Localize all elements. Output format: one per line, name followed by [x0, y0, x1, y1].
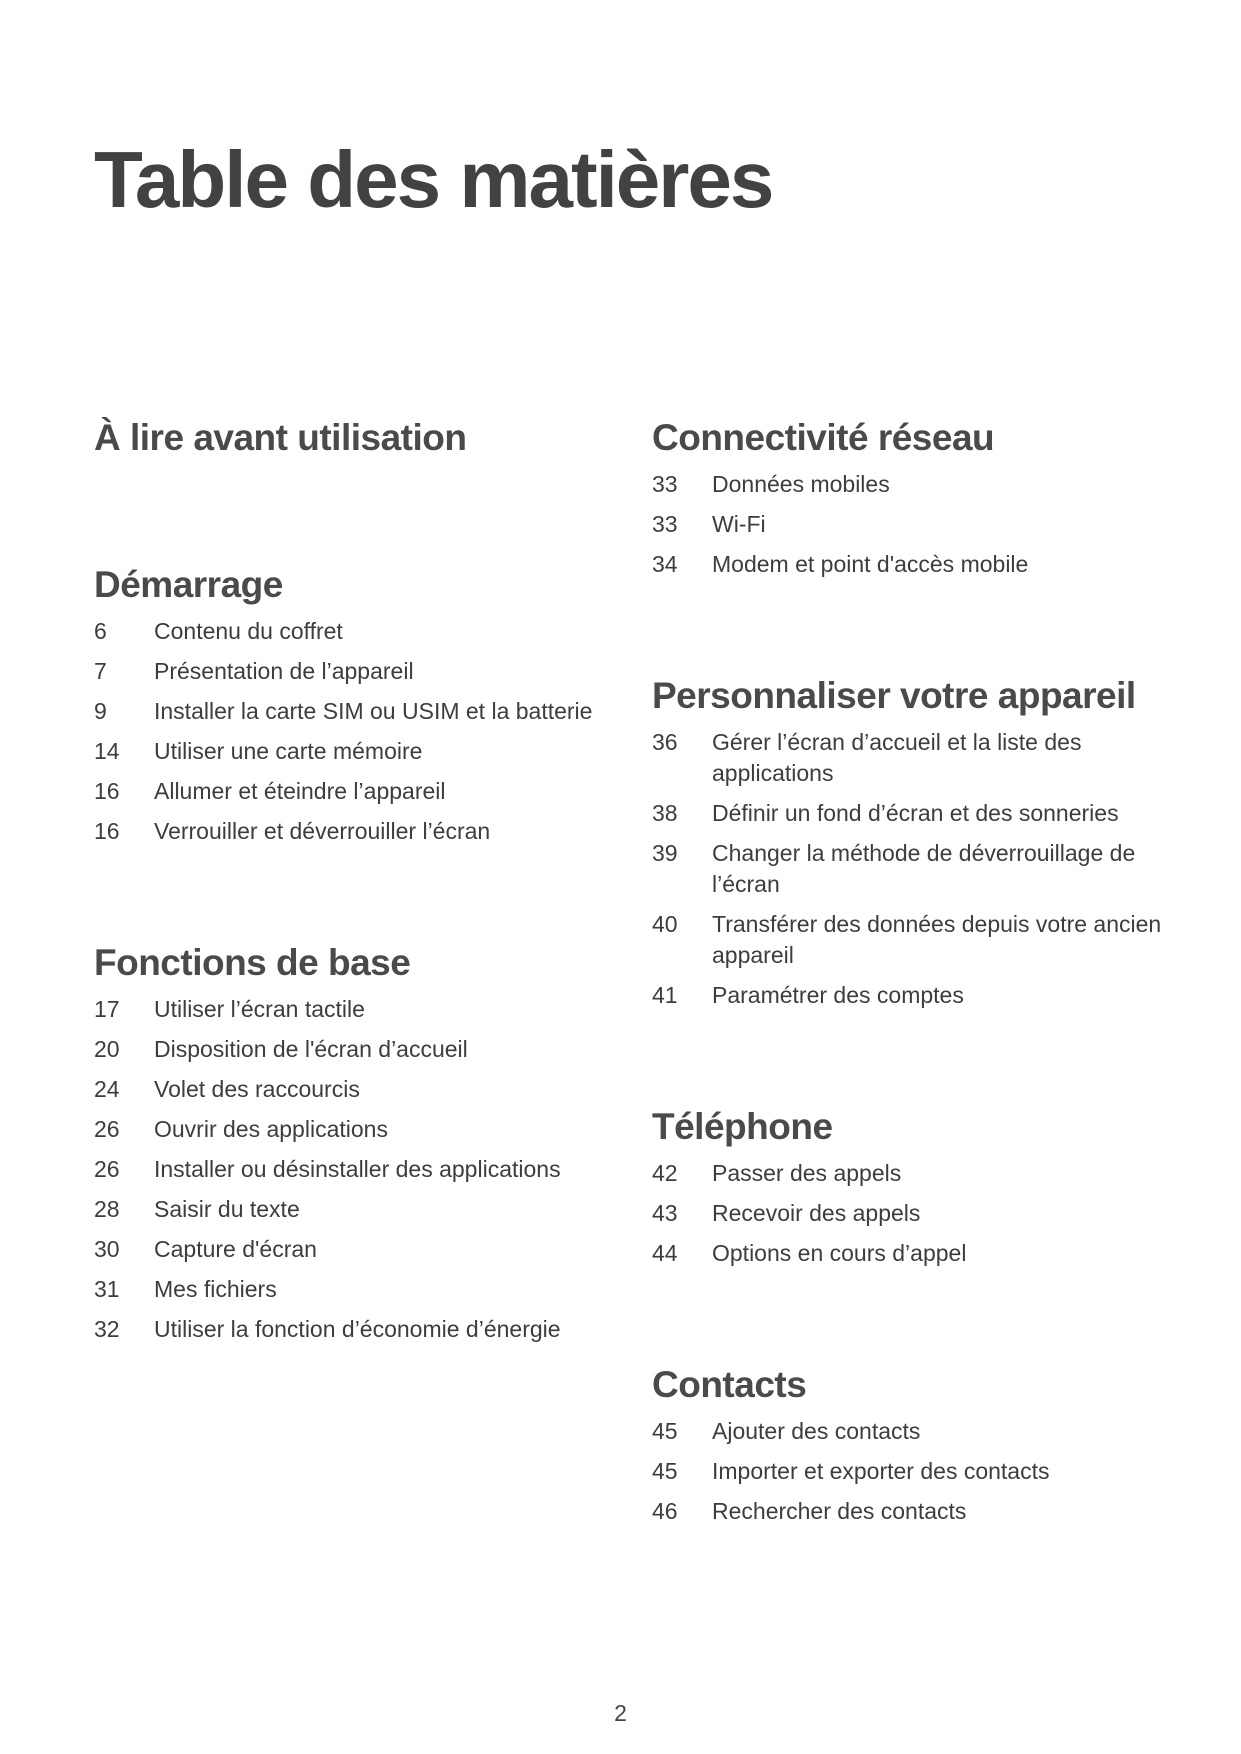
toc-entry[interactable]	[94, 1234, 594, 1265]
toc-entry-page: 33	[652, 511, 678, 537]
toc-section	[652, 668, 1172, 1011]
toc-entry[interactable]	[652, 1456, 1172, 1487]
toc-entry[interactable]	[94, 1194, 594, 1225]
toc-entry[interactable]	[652, 1496, 1172, 1527]
toc-section	[94, 557, 594, 847]
toc-entry[interactable]	[94, 994, 594, 1025]
toc-entry[interactable]	[94, 696, 594, 727]
toc-entry-page: 38	[652, 800, 678, 826]
section-spacer	[94, 465, 594, 469]
section-title[interactable]: Personnaliser votre appareil	[652, 675, 1136, 716]
toc-entry-label: Passer des appels	[712, 1160, 902, 1186]
toc-entry[interactable]	[652, 1238, 1172, 1269]
toc-entry[interactable]	[652, 1198, 1172, 1229]
toc-entry[interactable]	[652, 909, 1172, 971]
toc-entry-page: 16	[94, 778, 120, 804]
toc-entry-label: Paramétrer des comptes	[712, 982, 964, 1008]
toc-entry-page: 16	[94, 818, 120, 844]
toc-entry-label: Recevoir des appels	[712, 1200, 921, 1226]
toc-entry-label: Importer et exporter des contacts	[712, 1458, 1050, 1484]
page-number: 2	[614, 1700, 627, 1726]
toc-section	[652, 1357, 1172, 1527]
toc-entry[interactable]	[94, 1274, 594, 1305]
toc-entry-page: 40	[652, 911, 678, 937]
toc-entry-label: Mes fichiers	[154, 1276, 277, 1302]
toc-entry-page: 41	[652, 982, 678, 1008]
toc-entry-page: 24	[94, 1076, 120, 1102]
toc-entry-page: 44	[652, 1240, 678, 1266]
toc-column-left	[94, 410, 594, 1433]
toc-entry-label: Saisir du texte	[154, 1196, 300, 1222]
toc-entry-page: 46	[652, 1498, 678, 1524]
toc-entry[interactable]	[652, 469, 1172, 500]
toc-entry-page: 34	[652, 551, 678, 577]
toc-section	[94, 410, 594, 469]
toc-entry-label: Wi-Fi	[712, 511, 766, 537]
toc-entry[interactable]	[94, 1114, 594, 1145]
toc-entry[interactable]	[652, 838, 1172, 900]
toc-entry-label: Changer la méthode de déverrouillage de l’écran	[712, 840, 1136, 897]
toc-entry[interactable]	[94, 776, 594, 807]
toc-entry[interactable]	[652, 509, 1172, 540]
toc-entry-label: Définir un fond d’écran et des sonneries	[712, 800, 1119, 826]
toc-entry[interactable]	[94, 736, 594, 767]
toc-entry-label: Volet des raccourcis	[154, 1076, 360, 1102]
toc-entry-label: Verrouiller et déverrouiller l’écran	[154, 818, 491, 844]
section-title[interactable]: Connectivité réseau	[652, 417, 995, 458]
toc-entry[interactable]	[652, 798, 1172, 829]
toc-entry-label: Options en cours d’appel	[712, 1240, 967, 1266]
toc-entry-page: 9	[94, 698, 107, 724]
toc-entry-label: Utiliser la fonction d’économie d’énergie	[154, 1316, 561, 1342]
section-title[interactable]: Fonctions de base	[94, 942, 411, 983]
toc-section	[94, 935, 594, 1345]
toc-entry-label: Rechercher des contacts	[712, 1498, 967, 1524]
toc-entry[interactable]	[652, 1416, 1172, 1447]
toc-entry[interactable]	[652, 549, 1172, 580]
toc-entry-page: 32	[94, 1316, 120, 1342]
toc-section	[652, 1099, 1172, 1269]
toc-entry-page: 36	[652, 729, 678, 755]
toc-entry-label: Utiliser une carte mémoire	[154, 738, 423, 764]
toc-entry-page: 45	[652, 1418, 678, 1444]
toc-entry-label: Gérer l’écran d’accueil et la liste des applications	[712, 729, 1082, 786]
toc-entry[interactable]	[94, 1314, 594, 1345]
toc-entry-page: 20	[94, 1036, 120, 1062]
toc-entry-label: Installer ou désinstaller des applications	[154, 1156, 561, 1182]
page-title: Table des matières	[94, 135, 773, 224]
toc-entry-label: Contenu du coffret	[154, 618, 343, 644]
toc-entry-page: 6	[94, 618, 107, 644]
toc-entry[interactable]	[652, 1158, 1172, 1189]
toc-entry-page: 7	[94, 658, 107, 684]
section-title[interactable]: À lire avant utilisation	[94, 417, 467, 458]
toc-entry-label: Ouvrir des applications	[154, 1116, 388, 1142]
section-title[interactable]: Démarrage	[94, 564, 283, 605]
toc-entry[interactable]	[94, 816, 594, 847]
toc-entry-page: 26	[94, 1156, 120, 1182]
toc-entry[interactable]	[94, 656, 594, 687]
toc-entry-page: 26	[94, 1116, 120, 1142]
toc-entry-label: Utiliser l’écran tactile	[154, 996, 365, 1022]
toc-entry-page: 31	[94, 1276, 120, 1302]
toc-entry-label: Modem et point d'accès mobile	[712, 551, 1029, 577]
toc-entry-page: 43	[652, 1200, 678, 1226]
toc-entry[interactable]	[94, 616, 594, 647]
toc-section	[652, 410, 1172, 580]
toc-entry[interactable]	[94, 1154, 594, 1185]
toc-entry[interactable]	[652, 980, 1172, 1011]
toc-entry-page: 33	[652, 471, 678, 497]
toc-entry-label: Données mobiles	[712, 471, 890, 497]
toc-entry-page: 17	[94, 996, 120, 1022]
toc-entry-label: Allumer et éteindre l’appareil	[154, 778, 446, 804]
toc-entry-page: 45	[652, 1458, 678, 1484]
toc-column-right	[652, 410, 1172, 1615]
toc-entry-label: Présentation de l’appareil	[154, 658, 414, 684]
toc-entry-page: 28	[94, 1196, 120, 1222]
toc-entry-label: Disposition de l'écran d’accueil	[154, 1036, 468, 1062]
toc-entry[interactable]	[94, 1074, 594, 1105]
toc-entry-label: Capture d'écran	[154, 1236, 317, 1262]
toc-entry-label: Installer la carte SIM ou USIM et la batterie	[154, 698, 593, 724]
toc-entry-label: Ajouter des contacts	[712, 1418, 921, 1444]
toc-entry[interactable]	[94, 1034, 594, 1065]
toc-entry-label: Transférer des données depuis votre ancien appareil	[712, 911, 1162, 968]
section-title[interactable]: Contacts	[652, 1364, 807, 1405]
toc-entry-page: 42	[652, 1160, 678, 1186]
toc-entry[interactable]	[652, 727, 1172, 789]
section-title[interactable]: Téléphone	[652, 1106, 833, 1147]
toc-entry-page: 39	[652, 840, 678, 866]
toc-entry-page: 14	[94, 738, 120, 764]
toc-entry-page: 30	[94, 1236, 120, 1262]
